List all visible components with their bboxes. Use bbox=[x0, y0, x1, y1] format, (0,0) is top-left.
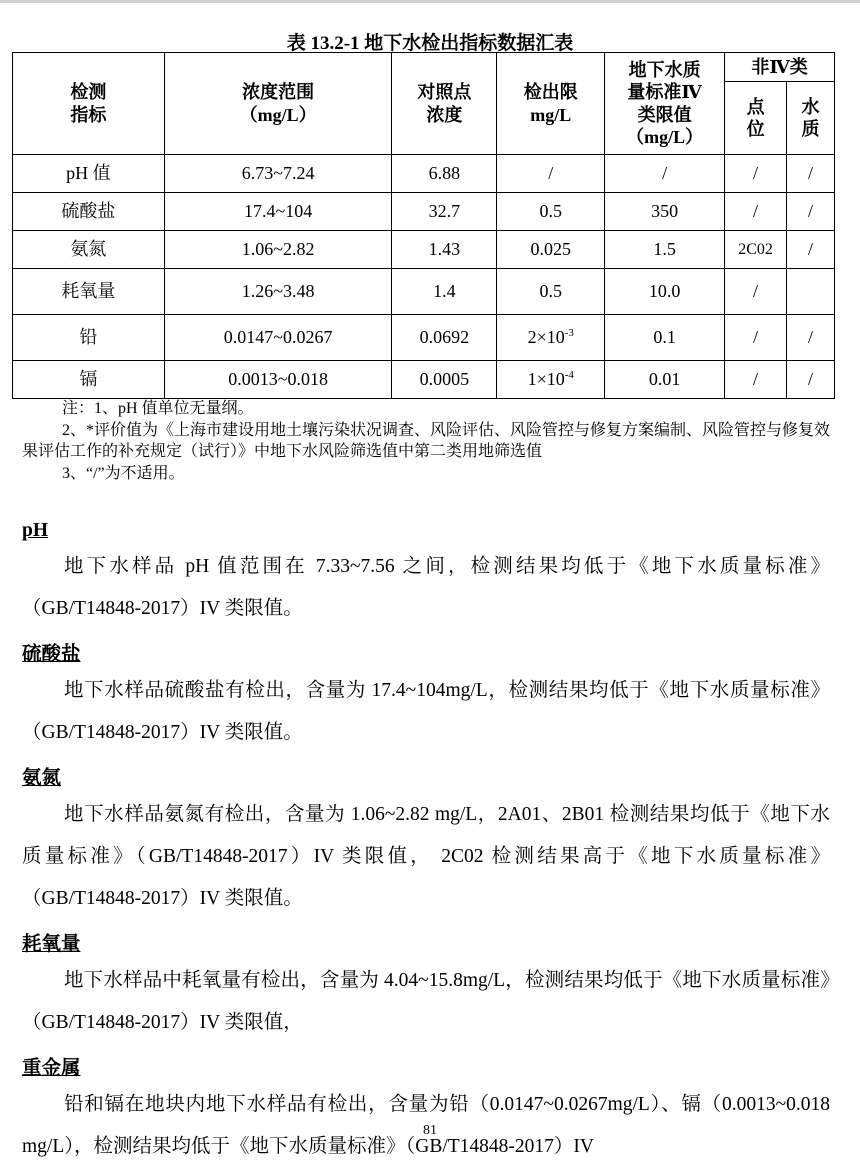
cell-control: 0.0692 bbox=[392, 315, 497, 361]
section-heading-cod: 耗氧量 bbox=[22, 934, 81, 955]
section-heading-sulfate: 硫酸盐 bbox=[22, 644, 81, 665]
cell-indicator: 氨氮 bbox=[13, 231, 165, 269]
cell-limit: 0.025 bbox=[497, 231, 605, 269]
cell-indicator: 镉 bbox=[13, 361, 165, 399]
note-3: 3、“/”为不适用。 bbox=[62, 464, 185, 482]
cell-standard: 10.0 bbox=[605, 269, 725, 315]
table-title: 表 13.2-1 地下水检出指标数据汇表 bbox=[286, 33, 574, 54]
note-1: 注：1、pH 值单位无量纲。 bbox=[62, 400, 254, 417]
section-paragraph-heavy-metals: 铅和镉在地块内地下水样品有检出，含量为铅（0.0147~0.0267mg/L）、镉（0.0013~0.018 mg/L），检测结果均低于《地下水质量标准》（GB/T14848-2017）IV bbox=[22, 1094, 830, 1157]
table-row bbox=[13, 269, 835, 315]
header-quality: 水 质 bbox=[787, 82, 835, 155]
table-header-row bbox=[13, 53, 835, 82]
cell-point: / bbox=[725, 315, 787, 361]
cell-point: / bbox=[725, 269, 787, 315]
cell-point: / bbox=[725, 155, 787, 193]
cell-quality: / bbox=[787, 361, 835, 399]
cell-quality: / bbox=[787, 155, 835, 193]
header-point: 点 位 bbox=[725, 82, 787, 155]
header-limit: 检出限 mg/L bbox=[497, 53, 605, 155]
header-standard: 地下水质 量标准Ⅳ 类限值 （mg/L） bbox=[605, 53, 725, 155]
section-heading-heavy-metals: 重金属 bbox=[22, 1058, 81, 1079]
cell-standard: 0.1 bbox=[605, 315, 725, 361]
header-control: 对照点 浓度 bbox=[392, 53, 497, 155]
cell-limit: 0.5 bbox=[497, 269, 605, 315]
note-2: 2、*评价值为《上海市建设用地土壤污染状况调查、风险评估、风险管控与修复方案编制、风险管控与修复效果评估工作的补充规定（试行）》中地下水风险筛选值中第二类用地筛选值 bbox=[22, 421, 831, 461]
cell-range: 0.0147~0.0267 bbox=[164, 315, 392, 361]
section-paragraph-cod: 地下水样品中耗氧量有检出，含量为 4.04~15.8mg/L，检测结果均低于《地下水质量标准》（GB/T14848-2017）IV 类限值， bbox=[22, 970, 830, 1033]
body-text bbox=[22, 512, 830, 1168]
cell-control: 1.4 bbox=[392, 269, 497, 315]
cell-indicator: 铅 bbox=[13, 315, 165, 361]
header-indicator: 检测 指标 bbox=[13, 53, 165, 155]
cell-quality: / bbox=[787, 193, 835, 231]
table-notes bbox=[22, 398, 830, 484]
page-number: 81 bbox=[423, 1123, 437, 1138]
cell-limit: $2\times 10^{-3}$ bbox=[497, 315, 605, 361]
cell-limit: 0.5 bbox=[497, 193, 605, 231]
cell-range: 6.73~7.24 bbox=[164, 155, 392, 193]
cell-range: 1.26~3.48 bbox=[164, 269, 392, 315]
cell-control: 1.43 bbox=[392, 231, 497, 269]
cell-quality: / bbox=[787, 315, 835, 361]
cell-quality: / bbox=[787, 231, 835, 269]
cell-indicator: 硫酸盐 bbox=[13, 193, 165, 231]
page-top-rule bbox=[0, 0, 860, 3]
cell-range: 1.06~2.82 bbox=[164, 231, 392, 269]
header-non-iv: 非Ⅳ类 bbox=[725, 53, 835, 82]
cell-point: 2C02 bbox=[725, 231, 787, 269]
section-heading-ph: pH bbox=[22, 520, 49, 541]
section-heading-ammonia: 氨氮 bbox=[22, 768, 62, 789]
header-range: 浓度范围 （mg/L） bbox=[164, 53, 392, 155]
cell-limit: / bbox=[497, 155, 605, 193]
cell-point: / bbox=[725, 193, 787, 231]
cell-range: 0.0013~0.018 bbox=[164, 361, 392, 399]
table-row bbox=[13, 231, 835, 269]
cell-standard: 350 bbox=[605, 193, 725, 231]
section-paragraph-ph: 地下水样品 pH 值范围在 7.33~7.56 之间，检测结果均低于《地下水质量标准》（GB/T14848-2017）IV 类限值。 bbox=[22, 556, 830, 619]
cell-quality bbox=[787, 269, 835, 315]
cell-standard: 0.01 bbox=[605, 361, 725, 399]
table-row bbox=[13, 361, 835, 399]
cell-standard: 1.5 bbox=[605, 231, 725, 269]
cell-control: 0.0005 bbox=[392, 361, 497, 399]
cell-control: 32.7 bbox=[392, 193, 497, 231]
cell-indicator: pH 值 bbox=[13, 155, 165, 193]
data-table bbox=[12, 52, 835, 399]
section-paragraph-sulfate: 地下水样品硫酸盐有检出，含量为 17.4~104mg/L，检测结果均低于《地下水质量标准》（GB/T14848-2017）IV 类限值。 bbox=[22, 680, 830, 743]
section-paragraph-ammonia: 地下水样品氨氮有检出，含量为 1.06~2.82 mg/L，2A01、2B01 检测结果均低于《地下水质量标准》（GB/T14848-2017）IV 类限值， 2C02 检测结果高于《地下水质量标准》（GB/T14848-2017）IV 类限值。 bbox=[22, 804, 830, 909]
table-row bbox=[13, 155, 835, 193]
table-row bbox=[13, 193, 835, 231]
table-row bbox=[13, 315, 835, 361]
cell-range: 17.4~104 bbox=[164, 193, 392, 231]
cell-indicator: 耗氧量 bbox=[13, 269, 165, 315]
cell-control: 6.88 bbox=[392, 155, 497, 193]
cell-standard: / bbox=[605, 155, 725, 193]
cell-point: / bbox=[725, 361, 787, 399]
cell-limit: $1\times 10^{-4}$ bbox=[497, 361, 605, 399]
